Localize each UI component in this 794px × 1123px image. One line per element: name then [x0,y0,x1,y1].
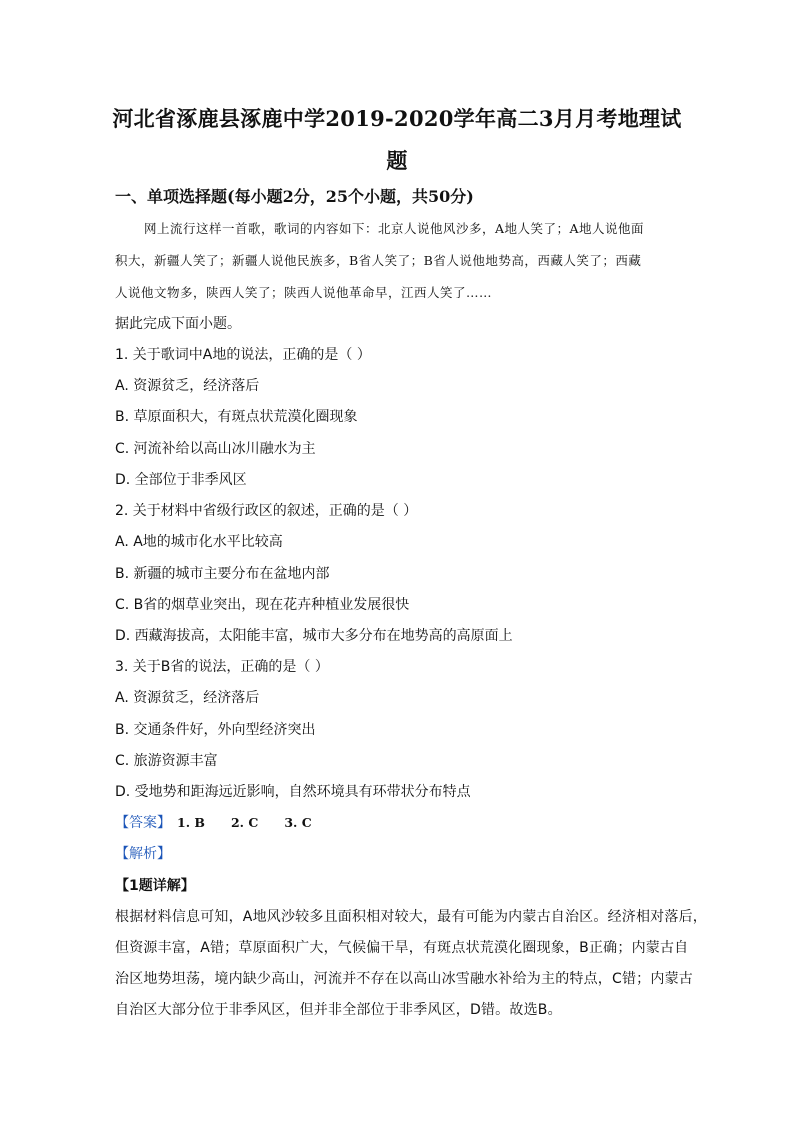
detail-heading: 【1题详解】 [115,878,195,894]
explanation-line: 根据材料信息可知，A地风沙较多且面积相对较大，最有可能为内蒙古自治区。经济相对落后， [115,909,707,925]
passage-line: 积大，新疆人笑了；新疆人说他民族多，B省人笑了；B省人说他地势高，西藏人笑了；西藏 [115,253,642,268]
option-text: B. 交通条件好，外向型经济突出 [115,722,316,738]
option-text: B. 新疆的城市主要分布在盆地内部 [115,566,330,582]
option-text: C. B省的烟草业突出，现在花卉种植业发展很快 [115,597,410,613]
option-text: D. 西藏海拔高，太阳能丰富，城市大多分布在地势高的高原面上 [115,628,513,644]
option-text: B. 草原面积大，有斑点状荒漠化圈现象 [115,409,358,425]
answer-item: 1. B [177,815,205,830]
question-stem: 2. 关于材料中省级行政区的叙述，正确的是（ ） [115,503,418,519]
answer-item: 2. C [230,815,259,830]
document-title-line-1: 河北省涿鹿县涿鹿中学2019-2020学年高二3月月考地理试 [112,106,682,131]
passage-line: 人说他文物多，陕西人笑了；陕西人说他革命早，江西人笑了…… [115,285,493,300]
option-text: A. 资源贫乏，经济落后 [115,690,260,706]
explanation-line: 治区地势坦荡，境内缺少高山，河流并不存在以高山冰雪融水补给为主的特点，C错；内蒙古 [115,971,693,987]
document-title-line-2: 题 [386,148,408,173]
answer-item: 3. C [284,815,312,830]
answer-tag: 【答案】 [115,815,171,831]
question-stem: 1. 关于歌词中A地的说法，正确的是（ ） [115,347,371,363]
explanation-line: 但资源丰富，A错；草原面积广大，气候偏干旱，有斑点状荒漠化圈现象，B正确；内蒙古自 [115,940,689,956]
answer-line [115,812,332,832]
option-text: C. 旅游资源丰富 [115,753,218,769]
passage-line: 网上流行这样一首歌，歌词的内容如下：北京人说他风沙多，A地人笑了；A地人说他面 [144,221,645,236]
explanation-line: 自治区大部分位于非季风区，但并非全部位于非季风区，D错。故选B。 [115,1002,562,1018]
question-stem: 3. 关于B省的说法，正确的是（ ） [115,659,329,675]
option-text: D. 受地势和距海远近影响，自然环境具有环带状分布特点 [115,784,471,800]
option-text: A. 资源贫乏，经济落后 [115,378,260,394]
option-text: D. 全部位于非季风区 [115,472,247,488]
option-text: A. A地的城市化水平比较高 [115,534,283,550]
section-heading: 一、单项选择题(每小题2分，25个小题，共50分) [115,187,474,206]
analysis-tag: 【解析】 [115,846,171,862]
option-text: C. 河流补给以高山冰川融水为主 [115,441,316,457]
instruction-text: 据此完成下面小题。 [115,316,241,332]
